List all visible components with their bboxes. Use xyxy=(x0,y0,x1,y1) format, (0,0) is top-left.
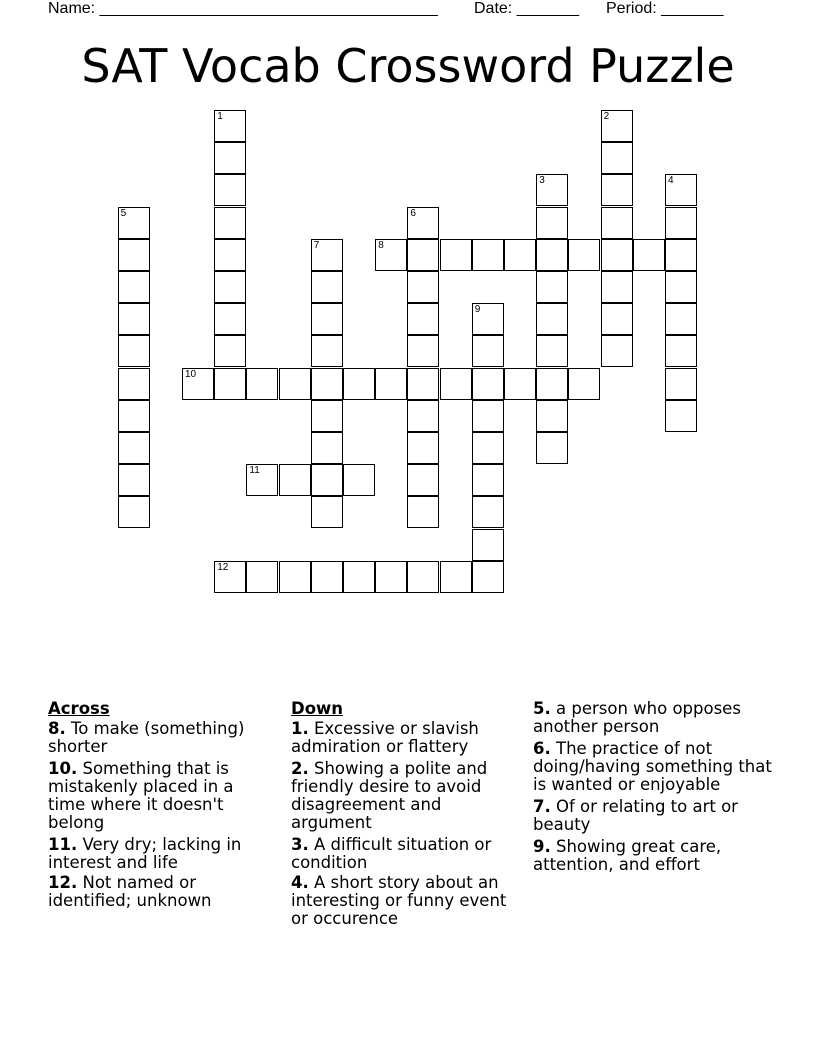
grid-cell[interactable] xyxy=(472,561,504,593)
grid-cell[interactable] xyxy=(279,368,311,400)
grid-cell[interactable] xyxy=(440,239,472,271)
clue-down-5: 5. a person who opposes another person xyxy=(533,699,741,736)
grid-cell-clue-7[interactable] xyxy=(311,239,343,271)
grid-cell[interactable] xyxy=(440,561,472,593)
name-field[interactable]: Name: ______________________________________ xyxy=(48,0,438,17)
grid-cell[interactable] xyxy=(536,207,568,239)
grid-cell[interactable] xyxy=(568,368,600,400)
grid-cell-clue-12[interactable] xyxy=(214,561,246,593)
grid-cell[interactable] xyxy=(118,335,150,367)
clue-number: 11 xyxy=(249,465,260,477)
grid-cell[interactable] xyxy=(118,432,150,464)
grid-cell[interactable] xyxy=(504,239,536,271)
grid-cell[interactable] xyxy=(633,239,665,271)
grid-cell[interactable] xyxy=(343,368,375,400)
clue-across-12: 12. Not named or identified; unknown xyxy=(48,873,212,910)
down-clues-column xyxy=(291,700,519,932)
grid-cell-clue-6[interactable] xyxy=(407,207,439,239)
grid-cell-clue-3[interactable] xyxy=(536,174,568,206)
grid-cell[interactable] xyxy=(214,368,246,400)
grid-cell[interactable] xyxy=(665,303,697,335)
grid-cell-clue-5[interactable] xyxy=(118,207,150,239)
clue-number: 1 xyxy=(217,111,223,122)
grid-cell[interactable] xyxy=(536,303,568,335)
grid-cell[interactable] xyxy=(343,561,375,593)
grid-cell[interactable] xyxy=(214,303,246,335)
clue-number: 12 xyxy=(217,561,229,573)
clue-down-2: 2. Showing a polite and friendly desire to avoid disagreement and argument xyxy=(291,759,488,832)
grid-cell[interactable] xyxy=(311,303,343,335)
clue-across-8: 8. To make (something) shorter xyxy=(48,719,245,756)
grid-cell[interactable] xyxy=(601,142,633,174)
grid-cell-clue-4[interactable] xyxy=(665,174,697,206)
clue-number: 4 xyxy=(668,175,674,187)
grid-cell[interactable] xyxy=(311,464,343,496)
clue-down-4: 4. A short story about an interesting or funny event or occurence xyxy=(291,873,507,928)
grid-cell[interactable] xyxy=(214,142,246,174)
grid-cell[interactable] xyxy=(601,271,633,303)
clue-across-10: 10. Something that is mistakenly placed in a time where it doesn't belong xyxy=(48,759,234,832)
clue-down-9: 9. Showing great care, attention, and effort xyxy=(533,837,722,874)
grid-cell[interactable] xyxy=(536,400,568,432)
grid-cell[interactable] xyxy=(246,368,278,400)
grid-cell[interactable] xyxy=(536,239,568,271)
clue-number: 10 xyxy=(185,368,197,380)
grid-cell[interactable] xyxy=(536,432,568,464)
grid-cell[interactable] xyxy=(601,335,633,367)
clue-number: 6 xyxy=(410,207,416,219)
grid-cell[interactable] xyxy=(311,335,343,367)
clue-number: 9 xyxy=(474,304,481,316)
grid-cell[interactable] xyxy=(118,464,150,496)
grid-cell[interactable] xyxy=(568,239,600,271)
clue-number: 2 xyxy=(603,111,610,122)
grid-cell[interactable] xyxy=(665,207,697,239)
grid-cell-clue-11[interactable] xyxy=(246,464,278,496)
grid-cell[interactable] xyxy=(601,207,633,239)
page-title: SAT Vocab Crossword Puzzle xyxy=(81,39,735,93)
grid-cell[interactable] xyxy=(440,368,472,400)
down-heading: Down xyxy=(291,699,344,718)
grid-cell[interactable] xyxy=(214,335,246,367)
clue-number: 8 xyxy=(378,239,384,251)
grid-cell[interactable] xyxy=(311,496,343,528)
grid-cell[interactable] xyxy=(311,432,343,464)
date-field[interactable]: Date: _______ xyxy=(474,0,579,17)
grid-cell[interactable] xyxy=(311,400,343,432)
clue-number: 3 xyxy=(539,175,545,187)
student-info-header xyxy=(48,0,748,22)
across-clues-column xyxy=(48,700,276,914)
grid-cell[interactable] xyxy=(472,400,504,432)
grid-cell[interactable] xyxy=(214,207,246,239)
grid-cell[interactable] xyxy=(665,368,697,400)
grid-cell[interactable] xyxy=(504,368,536,400)
grid-cell[interactable] xyxy=(601,303,633,335)
clue-number: 5 xyxy=(120,207,127,219)
across-heading: Across xyxy=(48,699,110,718)
grid-cell[interactable] xyxy=(536,335,568,367)
grid-cell[interactable] xyxy=(472,368,504,400)
grid-cell[interactable] xyxy=(343,464,375,496)
clue-across-11: 11. Very dry; lacking in interest and life xyxy=(48,835,242,872)
grid-cell[interactable] xyxy=(375,561,407,593)
grid-cell[interactable] xyxy=(665,271,697,303)
clue-down-7: 7. Of or relating to art or beauty xyxy=(533,797,738,834)
clue-down-3: 3. A difficult situation or condition xyxy=(291,835,492,872)
grid-cell[interactable] xyxy=(118,400,150,432)
grid-cell[interactable] xyxy=(407,561,439,593)
grid-cell[interactable] xyxy=(472,335,504,367)
grid-cell[interactable] xyxy=(407,239,439,271)
grid-cell[interactable] xyxy=(472,239,504,271)
grid-cell-clue-2[interactable] xyxy=(601,110,633,142)
grid-cell[interactable] xyxy=(407,464,439,496)
grid-cell[interactable] xyxy=(601,174,633,206)
clues-section xyxy=(48,700,778,1000)
grid-cell[interactable] xyxy=(214,271,246,303)
grid-cell[interactable] xyxy=(665,400,697,432)
grid-cell[interactable] xyxy=(407,271,439,303)
grid-cell[interactable] xyxy=(472,464,504,496)
down-clues-continued-column xyxy=(533,700,773,878)
clue-number: 7 xyxy=(313,239,320,251)
grid-cell[interactable] xyxy=(407,335,439,367)
grid-cell[interactable] xyxy=(407,496,439,528)
grid-cell[interactable] xyxy=(246,561,278,593)
grid-cell[interactable] xyxy=(311,368,343,400)
grid-cell[interactable] xyxy=(407,368,439,400)
grid-cell[interactable] xyxy=(311,271,343,303)
grid-cell[interactable] xyxy=(472,496,504,528)
grid-cell[interactable] xyxy=(601,239,633,271)
grid-cell[interactable] xyxy=(279,464,311,496)
grid-cell[interactable] xyxy=(407,432,439,464)
grid-cell[interactable] xyxy=(472,529,504,561)
grid-cell-clue-9[interactable] xyxy=(472,303,504,335)
clue-down-6: 6. The practice of not doing/having something that is wanted or enjoyable xyxy=(533,739,772,794)
clue-down-1: 1. Excessive or slavish admiration or flattery xyxy=(291,719,479,756)
grid-cell[interactable] xyxy=(536,271,568,303)
grid-cell[interactable] xyxy=(407,400,439,432)
grid-cell[interactable] xyxy=(118,303,150,335)
grid-cell-clue-1[interactable] xyxy=(214,110,246,142)
grid-cell[interactable] xyxy=(118,368,150,400)
grid-cell[interactable] xyxy=(118,239,150,271)
grid-cell[interactable] xyxy=(311,561,343,593)
grid-cell[interactable] xyxy=(536,368,568,400)
grid-cell[interactable] xyxy=(665,239,697,271)
grid-cell[interactable] xyxy=(118,271,150,303)
grid-cell[interactable] xyxy=(214,174,246,206)
grid-cell[interactable] xyxy=(279,561,311,593)
grid-cell[interactable] xyxy=(118,496,150,528)
grid-cell[interactable] xyxy=(407,303,439,335)
grid-cell-clue-10[interactable] xyxy=(182,368,214,400)
grid-cell[interactable] xyxy=(375,368,407,400)
grid-cell[interactable] xyxy=(665,335,697,367)
period-field[interactable]: Period: _______ xyxy=(606,0,724,17)
grid-cell-clue-8[interactable] xyxy=(375,239,407,271)
grid-cell[interactable] xyxy=(214,239,246,271)
grid-cell[interactable] xyxy=(472,432,504,464)
